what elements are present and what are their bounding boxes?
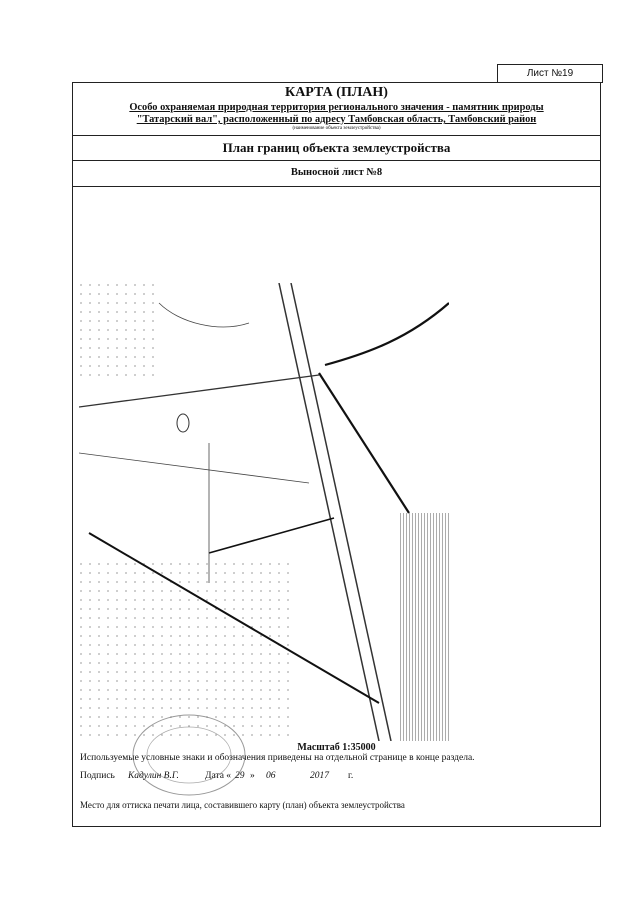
village-area bbox=[399, 513, 449, 741]
date-month: 06 bbox=[266, 771, 276, 781]
stamp-place-label: Место для оттиска печати лица, составившего карту (план) объекта землеустройства bbox=[80, 800, 405, 810]
header-block bbox=[73, 83, 600, 136]
sheet-title: Выносной лист №8 bbox=[290, 167, 383, 178]
seal-inner-ring bbox=[147, 727, 231, 783]
field-line-1 bbox=[79, 453, 309, 483]
map-scale: Масштаб 1:35000 bbox=[297, 742, 376, 753]
boundary-road-east bbox=[319, 373, 409, 513]
legend-note: Используемые условные знаки и обозначения приведены на отдельной странице в конце раздела. bbox=[80, 753, 475, 763]
plan-title-row bbox=[73, 135, 600, 161]
object-caption: (наименование объекта землеустройства) bbox=[292, 126, 381, 131]
page-title: КАРТА (ПЛАН) bbox=[285, 85, 388, 100]
forest-area-top-left bbox=[79, 283, 159, 383]
boundary-road-northeast bbox=[325, 303, 449, 365]
seal-stamp bbox=[130, 712, 248, 798]
signer-name: Кадулин В.Г. bbox=[128, 771, 179, 781]
plan-title: План границ объекта землеустройства bbox=[222, 140, 451, 155]
date-day: 29 bbox=[235, 771, 245, 781]
signature-label: Подпись bbox=[80, 771, 115, 781]
field-line-2 bbox=[209, 518, 334, 553]
date-year: 2017 bbox=[310, 771, 329, 781]
sheet-number: Лист №19 bbox=[497, 64, 603, 83]
date-separator: » bbox=[250, 771, 255, 781]
highway-line-2 bbox=[291, 283, 391, 741]
forest-edge bbox=[159, 303, 249, 327]
sheet-title-row bbox=[73, 160, 600, 187]
topographic-map bbox=[79, 283, 449, 741]
date-suffix: г. bbox=[348, 771, 354, 781]
object-name-line2: "Татарский вал", расположенный по адресу Тамбовская область, Тамбовский район bbox=[136, 114, 537, 125]
pond-symbol bbox=[177, 414, 189, 432]
date-label: Дата « bbox=[205, 771, 232, 781]
object-name-line1: Особо охраняемая природная территория регионального значения - памятник природы bbox=[129, 102, 544, 113]
